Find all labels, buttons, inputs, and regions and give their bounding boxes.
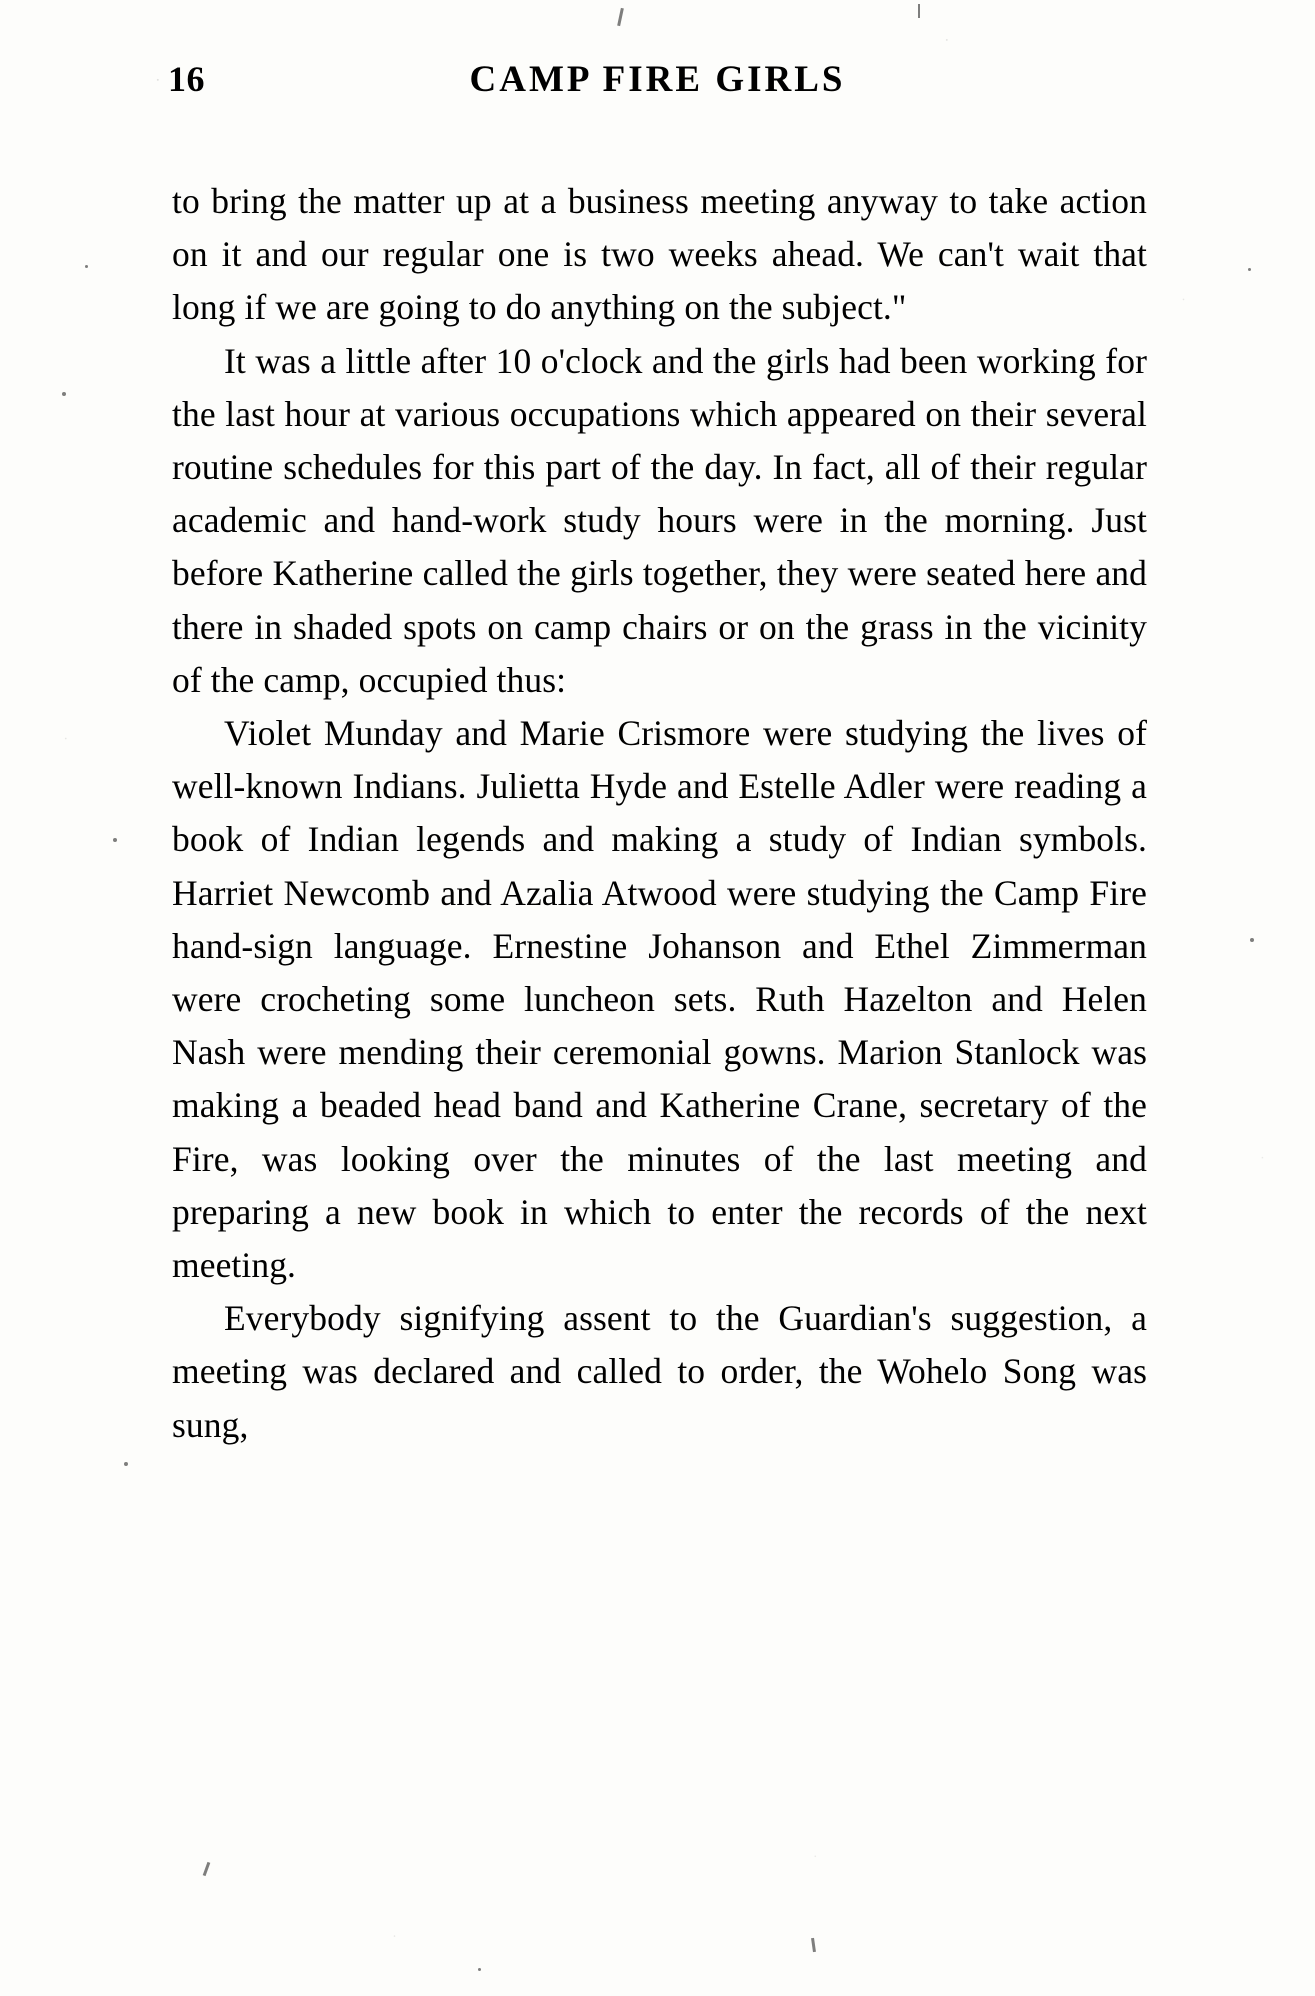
running-title: CAMP FIRE GIRLS — [469, 59, 846, 100]
page-header — [0, 58, 1315, 112]
paragraph: Everybody signifying assent to the Guardian's suggestion, a meeting was declared and called to order, the Wohelo Song was sung, — [172, 1298, 1147, 1445]
paragraph: It was a little after 10 o'clock and the girls had been working for the last hour at various occupations which appeared on their several routine schedules for this part of the day. In fact, all of their regular academic and hand-work study hours were in the morning. Just before Katherine called the girls together, they were seated here and there in shaded spots on camp chairs or on the grass in the vicinity of the camp, occupied thus: — [172, 340, 1147, 700]
paragraph: Violet Munday and Marie Crismore were studying the lives of well-known Indians. Julietta Hyde and Estelle Adler were reading a book of Indian legends and making a study of Indian symbols. Harriet Newcomb and Azalia Atwood were studying the Camp Fire hand-sign language. Ernestine Johanson and Ethel Zimmerman were crocheting some luncheon sets. Ruth Hazelton and Helen Nash were mending their ceremonial gowns. Marion Stanlock was making a beaded head band and Katherine Crane, secretary of the Fire, was looking over the minutes of the last meeting and preparing a new book in which to enter the records of the next meeting. — [172, 713, 1147, 1286]
paragraph: to bring the matter up at a business meeting anyway to take action on it and our regular one is two weeks ahead. We can't wait that long if we are going to do anything on the subject." — [172, 181, 1147, 328]
page-number: 16 — [168, 59, 205, 99]
page-body-text — [172, 175, 1147, 1452]
